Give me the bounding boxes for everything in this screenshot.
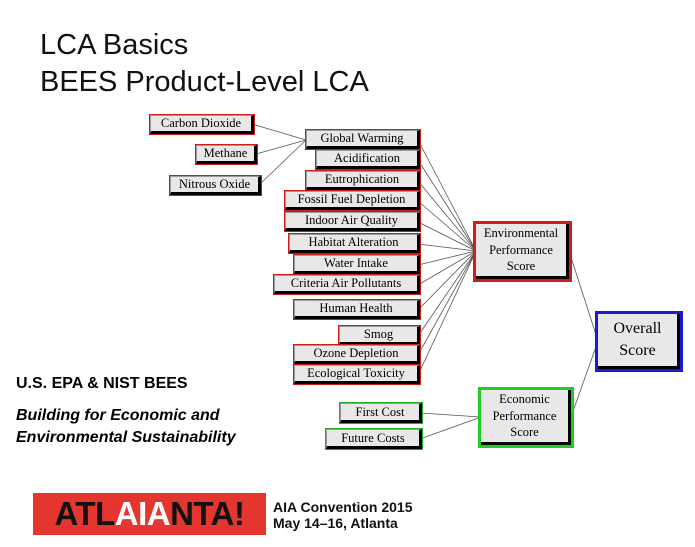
env-score-line-2: Performance xyxy=(489,242,553,257)
convention-title: AIA Convention 2015 xyxy=(273,499,413,515)
connector-et-env xyxy=(418,251,476,375)
caption-line-2: Environmental Sustainability xyxy=(16,429,236,446)
impact-acidification: Acidification xyxy=(316,150,420,169)
impact-smog: Smog xyxy=(339,326,420,345)
connector-ac-env xyxy=(418,160,476,251)
eco-score-line-1: Economic xyxy=(499,391,550,406)
impact-human-health: Human Health xyxy=(294,300,420,319)
connector-gw-env xyxy=(418,140,476,251)
cost-future-costs: Future Costs xyxy=(326,429,422,449)
connector-ha-env xyxy=(418,244,476,251)
eco-score-line-2: Performance xyxy=(492,408,557,423)
impact-ecological-toxicity: Ecological Toxicity xyxy=(294,365,420,384)
title-line-1: LCA Basics xyxy=(40,29,189,61)
impact-eutrophication: Eutrophication xyxy=(306,171,420,190)
connector-od-env xyxy=(418,251,476,355)
atlaianta-logo xyxy=(33,493,266,535)
impact-water-intake: Water Intake xyxy=(294,255,420,274)
cost-first-cost: First Cost xyxy=(340,403,422,423)
connector-smog-env xyxy=(418,251,476,336)
env-score-line-3: Score xyxy=(506,259,536,274)
logo-part-1: ATL xyxy=(54,495,115,532)
connector-future-eco xyxy=(420,417,481,439)
overall-score-line-1: Overall xyxy=(613,320,662,338)
title-line-2: BEES Product-Level LCA xyxy=(40,66,369,98)
caption-line-1: Building for Economic and xyxy=(16,407,220,424)
overall-score xyxy=(598,314,680,369)
connector-eu-env xyxy=(418,181,476,251)
impact-habitat-alteration: Habitat Alteration xyxy=(289,234,420,253)
caption-heading: U.S. EPA & NIST BEES xyxy=(16,375,188,392)
inventory-nitrous-oxide: Nitrous Oxide xyxy=(170,176,261,195)
logo-part-3: NTA! xyxy=(170,495,245,532)
impact-global-warming: Global Warming xyxy=(306,130,420,149)
connector-first-eco xyxy=(420,413,481,417)
convention-dates: May 14–16, Atlanta xyxy=(273,515,398,531)
eco-score-line-3: Score xyxy=(510,425,539,440)
connector-hh-env xyxy=(418,251,476,310)
economic-performance-score xyxy=(481,390,571,445)
connector-env-overall xyxy=(569,251,598,341)
env-score-line-1: Environmental xyxy=(483,225,559,240)
impact-criteria-air-pollutants: Criteria Air Pollutants xyxy=(274,275,420,294)
logo-part-2: AIA xyxy=(114,495,171,532)
impact-indoor-air-quality: Indoor Air Quality xyxy=(285,212,420,231)
inventory-carbon-dioxide: Carbon Dioxide xyxy=(150,115,254,134)
connector-eco-overall xyxy=(571,341,598,417)
overall-score-line-2: Score xyxy=(619,342,656,359)
environmental-performance-score xyxy=(476,224,569,279)
connector-co2 xyxy=(252,124,306,140)
connector-wi-env xyxy=(418,251,476,265)
inventory-methane: Methane xyxy=(196,145,257,164)
connector-cap-env xyxy=(418,251,476,285)
impact-ozone-depletion: Ozone Depletion xyxy=(294,345,420,364)
impact-fossil-fuel-depletion: Fossil Fuel Depletion xyxy=(285,191,420,210)
